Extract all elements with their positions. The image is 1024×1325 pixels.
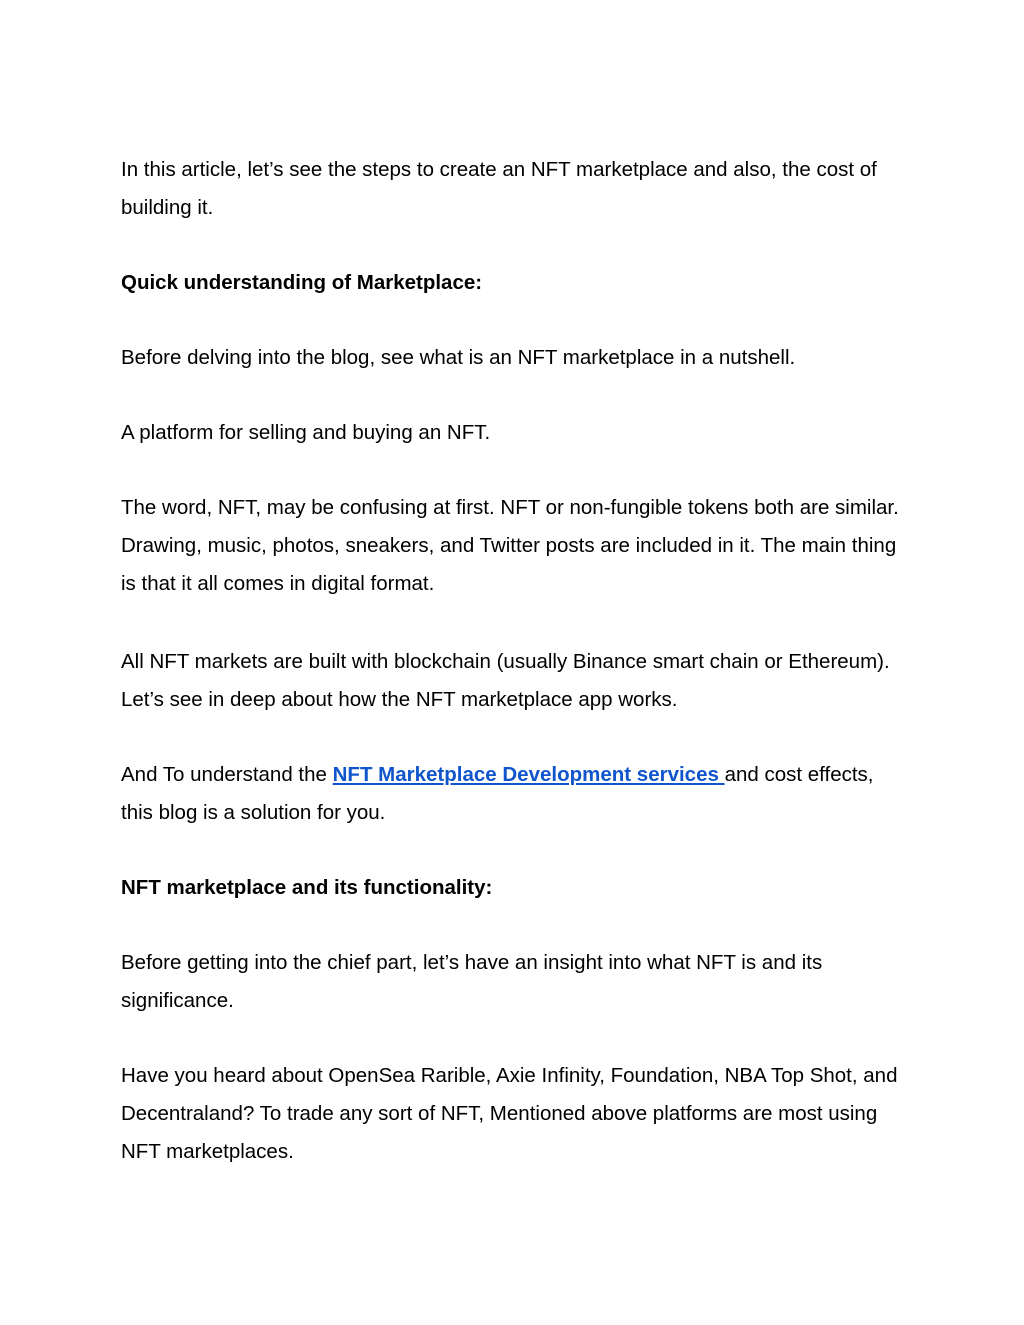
paragraph-before-delving: Before delving into the blog, see what is an NFT marketplace in a nutshell. xyxy=(121,346,796,369)
section-heading-quick-understanding: Quick understanding of Marketplace: xyxy=(121,271,483,294)
document-body xyxy=(121,151,911,1171)
paragraph-blockchain: All NFT markets are built with blockchain (usually Binance smart chain or Ethereum). Let’s see in deep about how the NFT marketplace app works. xyxy=(121,650,890,711)
paragraph-understand-services xyxy=(121,756,911,832)
paragraph-insight: Before getting into the chief part, let’s have an insight into what NFT is and its significance. xyxy=(121,951,823,1012)
understand-suffix-text: and cost effects, this blog is a solution for you. xyxy=(121,763,874,824)
paragraph-platforms-list: Have you heard about OpenSea Rarible, Axie Infinity, Foundation, NBA Top Shot, and Decentraland? To trade any sort of NFT, Mentioned above platforms are most using NFT marketplaces. xyxy=(121,1064,898,1163)
nft-marketplace-services-link[interactable]: NFT Marketplace Development services xyxy=(332,763,725,786)
paragraph-platform-definition: A platform for selling and buying an NFT. xyxy=(121,421,491,444)
understand-prefix-text: And To understand the xyxy=(121,763,333,786)
section-heading-functionality: NFT marketplace and its functionality: xyxy=(121,876,493,899)
paragraph-nft-word: The word, NFT, may be confusing at first. NFT or non-fungible tokens both are similar. Drawing, music, photos, sneakers, and Twitter posts are included in it. The main thing is that it all comes in digital format. xyxy=(121,496,899,595)
paragraph-intro: In this article, let’s see the steps to create an NFT marketplace and also, the cost of building it. xyxy=(121,158,877,219)
